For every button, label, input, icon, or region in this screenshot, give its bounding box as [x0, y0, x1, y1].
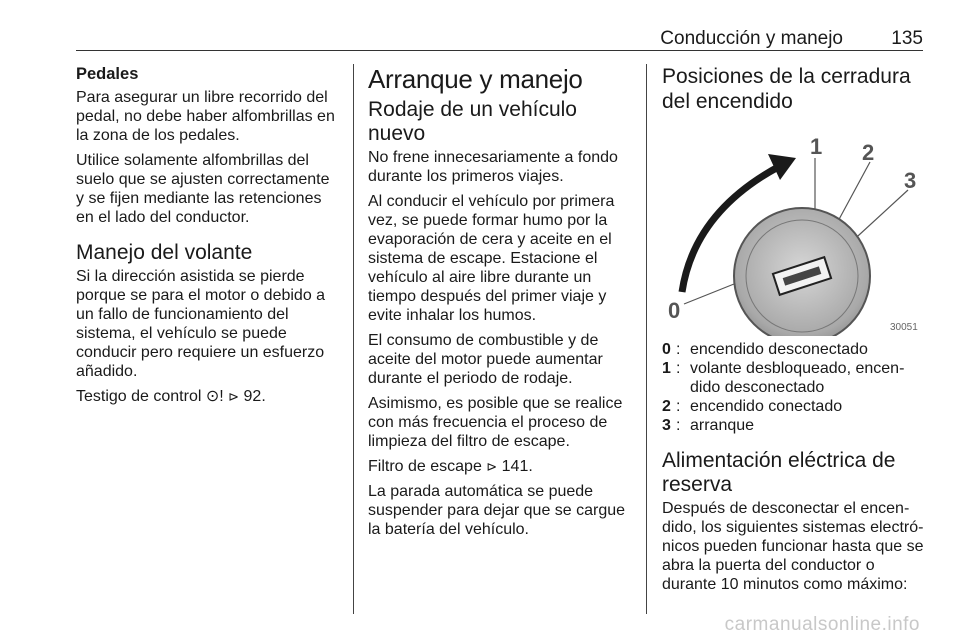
page-reference-link[interactable]: 141. — [501, 458, 533, 475]
watermark: carmanualsonline.info — [724, 614, 920, 635]
paragraph: Después de desconectar el encen-dido, los siguientes sistemas electró-nicos pueden funcionar hasta que se abra la puerta del conductor o durante 10 minutos como máximo: — [662, 500, 924, 593]
testigo-text: Testigo de control — [76, 388, 202, 405]
legend-item: 0 : encendido desconectado — [662, 341, 868, 358]
section-heading-volante: Manejo del volante — [76, 241, 253, 264]
section-heading-cerradura: Posiciones de la cerradura del encendido — [662, 65, 911, 113]
paragraph-testigo — [76, 387, 340, 406]
paragraph: No frene innecesariamente a fondo durante los primeros viajes. — [368, 149, 618, 185]
paragraph: El consumo de combustible y de aceite del motor puede aumentar durante el periodo de rodaje. — [368, 332, 603, 387]
page-reference-icon: ⊳ — [486, 459, 498, 474]
paragraph: Para asegurar un libre recorrido del pedal, no debe haber alfombrillas en la zona de los pedales. — [76, 89, 335, 144]
section-heading-alimentacion: Alimentación eléctrica de reserva — [662, 449, 896, 496]
page-reference-icon: ⊳ — [228, 389, 240, 404]
legend-item: 3 : arranque — [662, 417, 755, 434]
steering-warning-icon: ⊙! — [205, 388, 224, 405]
chapter-title: Conducción y manejo — [660, 28, 843, 49]
paragraph: Asimismo, es posible que se realice con más frecuencia el proceso de limpieza del filtro de escape. — [368, 395, 623, 450]
paragraph: Utilice solamente alfombrillas del suelo que se ajusten correctamente y se fijen mediante las retenciones en el lado del conductor. — [76, 152, 330, 226]
filtro-text: Filtro de escape — [368, 458, 482, 475]
column-2 — [368, 64, 630, 545]
figure-code: 30051 — [890, 322, 918, 333]
legend-item: 1 : volante desbloqueado, encen-dido desconectado — [662, 360, 905, 396]
column-divider — [353, 64, 354, 614]
paragraph: La parada automática se puede suspender para dejar que se cargue la batería del vehículo. — [368, 483, 626, 538]
figure-label: 1 — [810, 134, 823, 159]
page-reference-link[interactable]: 92. — [243, 388, 266, 405]
column-3 — [662, 64, 924, 600]
chapter-heading: Arranque y manejo — [368, 64, 583, 94]
figure-legend — [662, 340, 924, 435]
paragraph: Al conducir el vehículo por primera vez, se puede formar humo por la evaporación de cera y aceite en el sistema de escape. Estacione el vehículo al aire libre durante un tiempo después del primer viaje y evite inhalar los humos. — [368, 193, 615, 324]
ignition-lock-icon — [662, 124, 924, 336]
ignition-lock-figure — [662, 124, 924, 336]
section-heading-rodaje: Rodaje de un vehículo nuevo — [368, 98, 577, 145]
column-1 — [76, 64, 340, 412]
page-number: 135 — [891, 28, 923, 49]
figure-label: 3 — [904, 168, 917, 193]
section-heading-pedales: Pedales — [76, 65, 139, 83]
column-divider — [646, 64, 647, 614]
figure-label: 2 — [862, 140, 875, 165]
page-header — [76, 28, 923, 51]
figure-label: 0 — [668, 298, 681, 323]
paragraph-filtro — [368, 457, 630, 476]
paragraph: Si la dirección asistida se pierde porque se para el motor o debido a un fallo de funcionamiento del sistema, el vehículo se puede conducir pero requiere un esfuerzo añadido. — [76, 268, 326, 380]
legend-item: 2 : encendido conectado — [662, 398, 843, 415]
